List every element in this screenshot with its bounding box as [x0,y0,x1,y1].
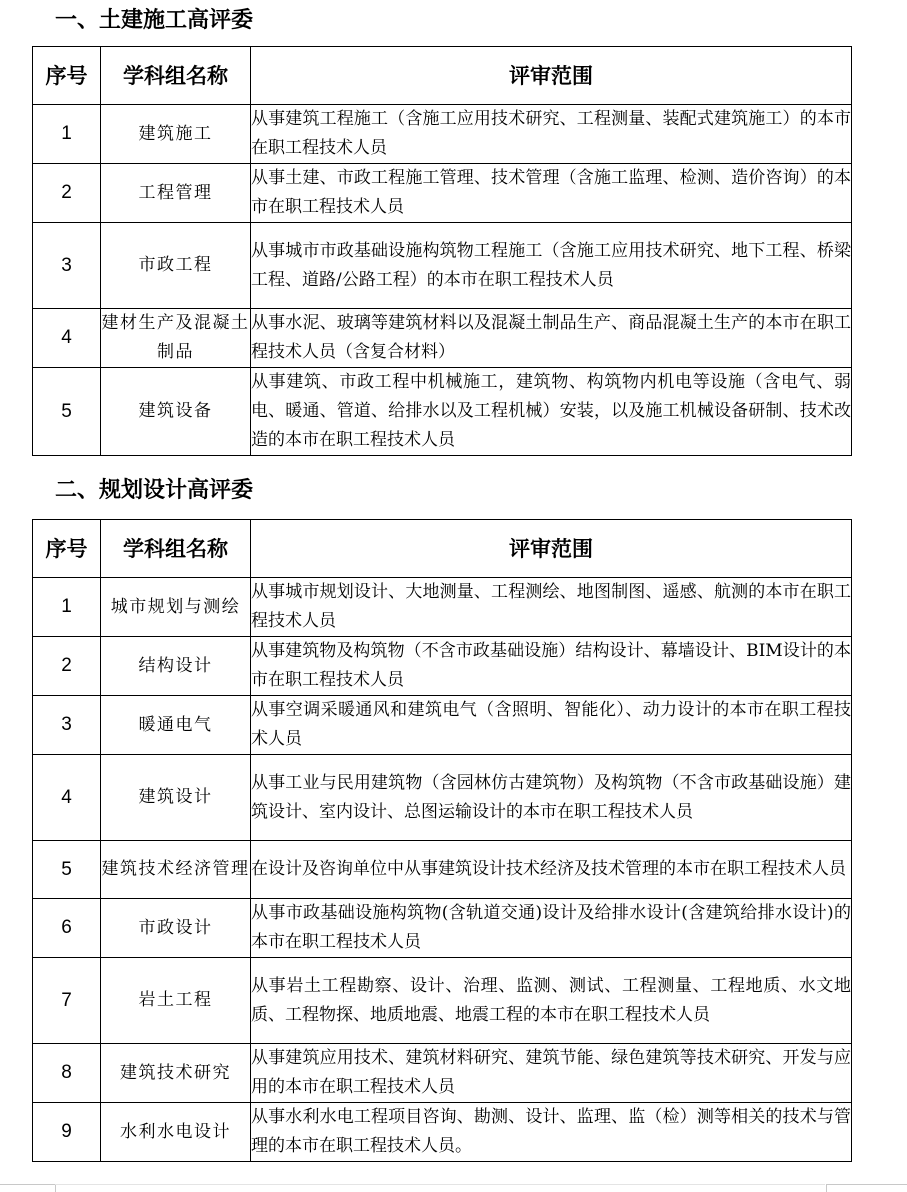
row-serial-number: 5 [33,368,101,456]
header-group-name: 学科组名称 [101,47,251,105]
row-group-name: 岩土工程 [101,958,251,1044]
table-row [33,1103,852,1162]
bottom-edge-tick-right [826,1184,827,1192]
row-review-scope: 从事城市规划设计、大地测量、工程测绘、地图制图、遥感、航测的本市在职工程技术人员 [251,578,852,637]
row-group-name: 工程管理 [101,164,251,223]
row-serial-number: 2 [33,164,101,223]
row-review-scope: 从事城市市政基础设施构筑物工程施工（含施工应用技术研究、地下工程、桥梁工程、道路/公路工程）的本市在职工程技术人员 [251,223,852,309]
table-header-row [33,520,852,578]
row-group-name: 建筑施工 [101,105,251,164]
row-group-name: 市政设计 [101,899,251,958]
table-row [33,755,852,841]
header-review-scope: 评审范围 [251,47,852,105]
row-review-scope: 从事土建、市政工程施工管理、技术管理（含施工监理、检测、造价咨询）的本市在职工程技术人员 [251,164,852,223]
table-row [33,696,852,755]
header-review-scope: 评审范围 [251,520,852,578]
row-group-name: 暖通电气 [101,696,251,755]
row-group-name: 市政工程 [101,223,251,309]
table-row [33,368,852,456]
row-review-scope: 从事水泥、玻璃等建筑材料以及混凝土制品生产、商品混凝土生产的本市在职工程技术人员（含复合材料） [251,309,852,368]
row-review-scope: 从事建筑工程施工（含施工应用技术研究、工程测量、装配式建筑施工）的本市在职工程技术人员 [251,105,852,164]
bottom-edge-tick-left [55,1184,56,1192]
table-row [33,841,852,899]
row-review-scope: 从事市政基础设施构筑物(含轨道交通)设计及给排水设计(含建筑给排水设计)的本市在职工程技术人员 [251,899,852,958]
header-group-name: 学科组名称 [101,520,251,578]
row-serial-number: 4 [33,309,101,368]
section-1-title: 一、土建施工高评委 [55,8,254,33]
row-review-scope: 从事建筑应用技术、建筑材料研究、建筑节能、绿色建筑等技术研究、开发与应用的本市在职工程技术人员 [251,1044,852,1103]
row-group-name: 水利水电设计 [101,1103,251,1162]
row-serial-number: 8 [33,1044,101,1103]
row-review-scope: 从事空调采暖通风和建筑电气（含照明、智能化）、动力设计的本市在职工程技术人员 [251,696,852,755]
header-serial-number: 序号 [33,47,101,105]
table-row [33,164,852,223]
table-row [33,309,852,368]
header-serial-number: 序号 [33,520,101,578]
row-serial-number: 3 [33,696,101,755]
row-serial-number: 2 [33,637,101,696]
row-group-name: 建筑设备 [101,368,251,456]
row-serial-number: 3 [33,223,101,309]
table-row [33,1044,852,1103]
row-serial-number: 4 [33,755,101,841]
row-review-scope: 从事建筑、市政工程中机械施工，建筑物、构筑物内机电等设施（含电气、弱电、暖通、管道、给排水以及工程机械）安装，以及施工机械设备研制、技术改造的本市在职工程技术人员 [251,368,852,456]
row-serial-number: 1 [33,578,101,637]
page-bottom-edge [0,1181,907,1192]
row-group-name: 建筑技术经济管理 [101,841,251,899]
row-group-name: 建材生产及混凝土制品 [101,309,251,368]
row-group-name: 建筑设计 [101,755,251,841]
table-header-row [33,47,852,105]
table-row [33,958,852,1044]
row-review-scope: 从事水利水电工程项目咨询、勘测、设计、监理、监（检）测等相关的技术与管理的本市在职工程技术人员。 [251,1103,852,1162]
section-1-table [32,46,852,456]
row-serial-number: 7 [33,958,101,1044]
row-group-name: 城市规划与测绘 [101,578,251,637]
table-row [33,578,852,637]
row-serial-number: 6 [33,899,101,958]
row-serial-number: 1 [33,105,101,164]
row-review-scope: 从事岩土工程勘察、设计、治理、监测、测试、工程测量、工程地质、水文地质、工程物探、地质地震、地震工程的本市在职工程技术人员 [251,958,852,1044]
table-row [33,223,852,309]
table-row [33,899,852,958]
row-group-name: 建筑技术研究 [101,1044,251,1103]
row-review-scope: 在设计及咨询单位中从事建筑设计技术经济及技术管理的本市在职工程技术人员 [251,841,852,899]
row-serial-number: 9 [33,1103,101,1162]
bottom-edge-line-left [0,1184,55,1185]
row-review-scope: 从事建筑物及构筑物（不含市政基础设施）结构设计、幕墙设计、BIM设计的本市在职工程技术人员 [251,637,852,696]
section-2-table [32,519,852,1162]
section-2-title: 二、规划设计高评委 [55,478,254,503]
bottom-edge-line-middle [55,1184,825,1185]
row-review-scope: 从事工业与民用建筑物（含园林仿古建筑物）及构筑物（不含市政基础设施）建筑设计、室内设计、总图运输设计的本市在职工程技术人员 [251,755,852,841]
row-serial-number: 5 [33,841,101,899]
row-group-name: 结构设计 [101,637,251,696]
table-row [33,105,852,164]
table-row [33,637,852,696]
bottom-edge-line-right [826,1184,907,1185]
